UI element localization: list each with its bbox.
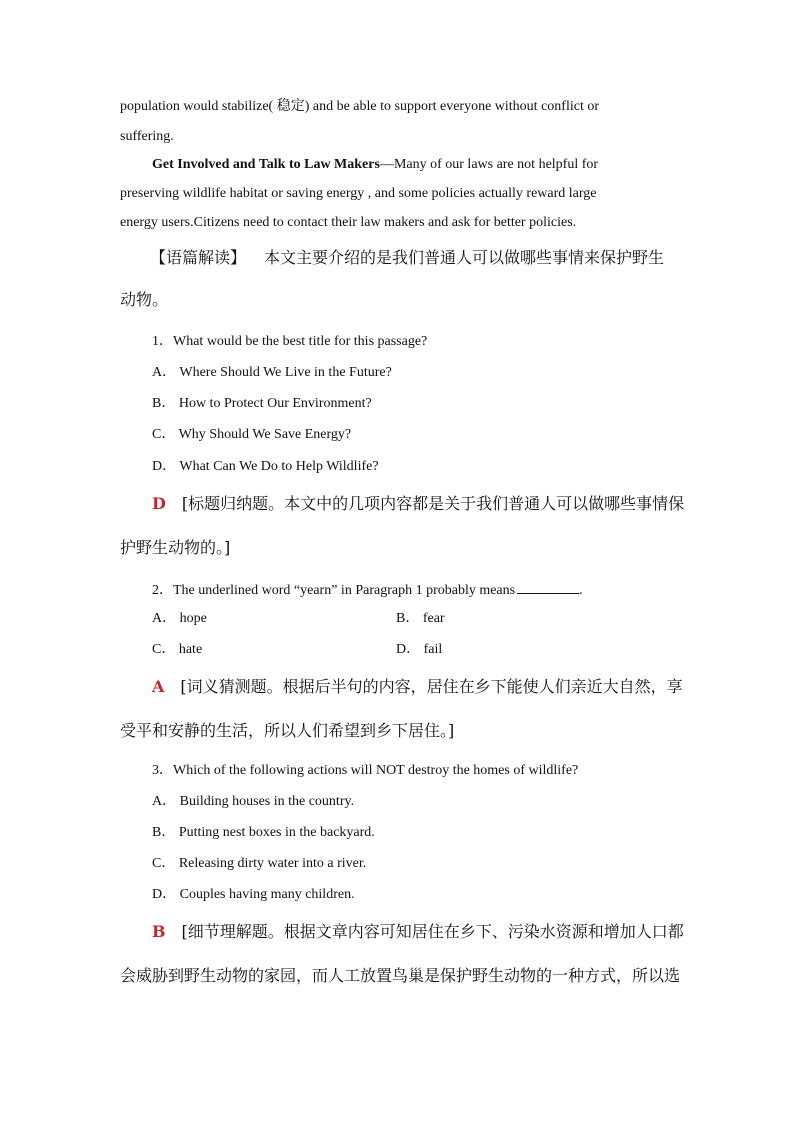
question-1-option-b: B． How to Protect Our Environment? (152, 396, 372, 411)
question-1-option-a: A． Where Should We Live in the Future? (152, 365, 392, 380)
question-1-option-c: C． Why Should We Save Energy? (152, 427, 352, 442)
question-3-stem: 3．Which of the following actions will NOT destroy the homes of wildlife? (152, 763, 579, 778)
question-3-explanation-line2: 会威胁到野生动物的家园，而人工放置鸟巢是保护野生动物的一种方式，所以选 (120, 966, 681, 985)
question-2-number: 2． (152, 583, 173, 598)
question-1-stem: 1．What would be the best title for this passage? (152, 334, 428, 349)
passage-p2-line2: preserving wildlife habitat or saving energy , and some policies actually reward large (120, 186, 597, 201)
reading-analysis-line2: 动物。 (120, 290, 169, 309)
question-1-option-d: D． What Can We Do to Help Wildlife? (152, 459, 379, 474)
reading-analysis-text: 本文主要介绍的是我们普通人可以做哪些事情来保护野生 (264, 248, 665, 267)
question-3-option-d: D． Couples having many children. (152, 887, 355, 902)
question-2-option-c: C． hate (152, 642, 203, 657)
question-3-answer: B (152, 922, 166, 941)
passage-p2-line1-rest: —Many of our laws are not helpful for (379, 157, 599, 172)
reading-analysis-line1 (150, 248, 664, 268)
question-2-explanation-line1: A [词义猜测题。根据后半句的内容，居住在乡下能使人们亲近大自然，享 (152, 677, 683, 696)
question-3-number: 3． (152, 763, 173, 778)
question-1-explanation-line1: D [标题归纳题。本文中的几项内容都是关于我们普通人可以做哪些事情保 (152, 494, 685, 513)
question-3-option-a: A． Building houses in the country. (152, 794, 355, 809)
question-2-answer: A (152, 677, 165, 696)
passage-p1-line1: population would stabilize( 稳定) and be able to support everyone without conflict or (120, 99, 599, 114)
question-1-answer: D (152, 494, 166, 513)
passage-p2-line1 (152, 156, 598, 174)
question-1-number: 1． (152, 334, 173, 349)
question-3-option-b: B． Putting nest boxes in the backyard. (152, 825, 375, 840)
question-1-explanation-line2: 护野生动物的。] (120, 538, 231, 557)
passage-p2-heading: Get Involved and Talk to Law Makers (152, 157, 380, 172)
question-2-option-d: D． fail (396, 642, 443, 657)
question-2-stem: 2．The underlined word “yearn” in Paragraph 1 probably means . (152, 579, 583, 600)
passage-p2-line3: energy users.Citizens need to contact their law makers and ask for better policies. (120, 215, 577, 230)
question-2-blank (517, 579, 579, 594)
question-3-option-c: C． Releasing dirty water into a river. (152, 856, 367, 871)
question-2-explanation-line2: 受平和安静的生活，所以人们希望到乡下居住。] (120, 721, 455, 740)
question-3-explanation-line1: B [细节理解题。根据文章内容可知居住在乡下、污染水资源和增加人口都 (152, 922, 684, 941)
question-2-option-b: B． fear (396, 611, 445, 626)
passage-p1-line2: suffering. (120, 129, 174, 144)
question-2-option-a: A． hope (152, 611, 207, 626)
reading-analysis-label: 【语篇解读】 (150, 248, 247, 267)
